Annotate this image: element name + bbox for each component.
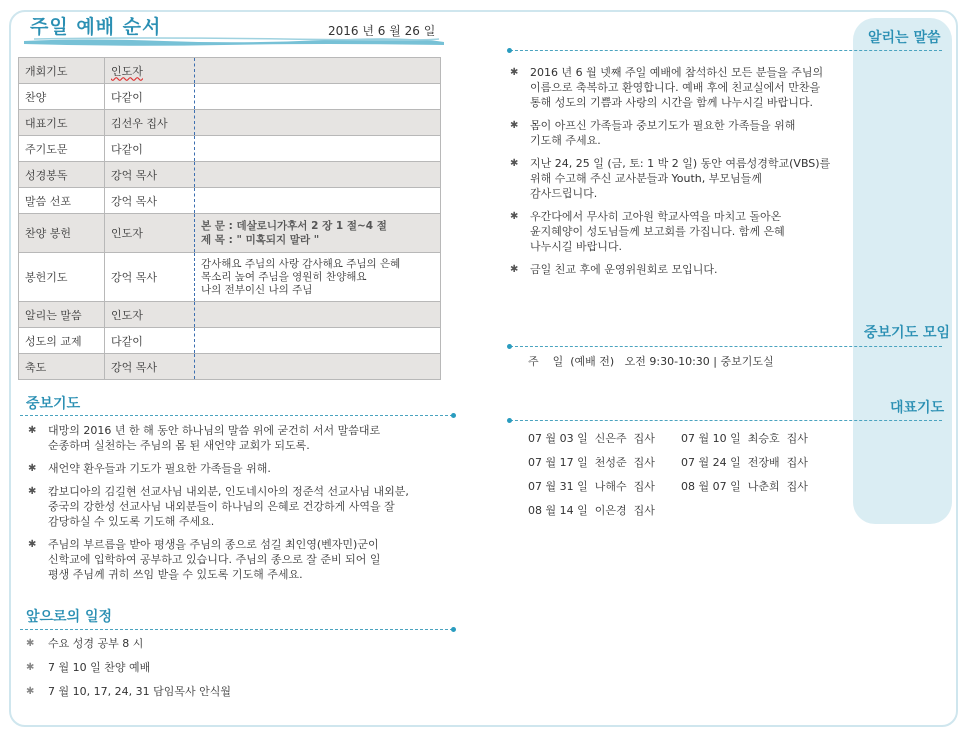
intercession-list — [28, 423, 453, 582]
list-line: 금일 친교 후에 운영위원회로 모입니다. — [530, 263, 718, 276]
order-row — [19, 110, 441, 136]
asterisk-bullet-icon: ✱ — [28, 463, 37, 474]
list-line: 몸이 아프신 가족들과 중보기도가 필요한 가족들을 위해 — [530, 119, 796, 132]
asterisk-bullet-icon: ✱ — [28, 539, 37, 550]
roster-entry: 08 월 07 일 나춘희 집사 — [681, 480, 808, 493]
list-item — [510, 209, 855, 254]
order-item: 봉헌기도 — [19, 253, 105, 302]
order-detail — [195, 84, 441, 110]
order-item: 대표기도 — [19, 110, 105, 136]
right-side-panel — [853, 18, 952, 524]
order-leader: 강억 목사 — [105, 162, 195, 188]
list-line: 기도해 주세요. — [530, 134, 601, 147]
list-line: 우간다에서 무사히 고아원 학교사역을 마치고 돌아온 — [530, 210, 782, 223]
page-title: 주일 예배 순서 — [30, 16, 162, 38]
schedule-heading: 앞으로의 일정 — [26, 609, 113, 625]
order-item: 찬양 — [19, 84, 105, 110]
intercession-heading: 중보기도 — [26, 396, 81, 412]
roster-entry: 07 월 17 일 천성준 집사 — [528, 456, 655, 469]
asterisk-bullet-icon: ✱ — [26, 686, 35, 697]
announcements-list — [510, 65, 855, 277]
section-divider — [20, 629, 453, 630]
list-item — [510, 65, 855, 110]
order-row — [19, 214, 441, 253]
asterisk-bullet-icon: ✱ — [26, 662, 35, 673]
order-leader: 강억 목사 — [105, 354, 195, 380]
schedule-text: 수요 성경 공부 8 시 — [48, 637, 144, 650]
section-divider — [20, 415, 453, 416]
section-divider — [510, 50, 942, 51]
order-item: 말씀 선포 — [19, 188, 105, 214]
order-leader: 인도자 — [105, 214, 195, 253]
order-leader: 강억 목사 — [105, 253, 195, 302]
order-detail — [195, 136, 441, 162]
order-detail — [195, 302, 441, 328]
asterisk-bullet-icon: ✱ — [28, 425, 37, 436]
order-leader: 다같이 — [105, 328, 195, 354]
order-detail — [195, 58, 441, 84]
roster-entry: 08 월 14 일 이은경 집사 — [528, 504, 655, 517]
order-leader: 다같이 — [105, 136, 195, 162]
roster-entry: 07 월 24 일 전장배 집사 — [681, 456, 808, 469]
list-line: 윤지혜양이 성도님들께 보고회를 가집니다. 함께 은혜 — [530, 225, 785, 238]
order-detail — [195, 188, 441, 214]
asterisk-bullet-icon: ✱ — [510, 264, 519, 275]
order-row — [19, 136, 441, 162]
order-detail — [195, 354, 441, 380]
prayer-meeting-heading: 중보기도 모임 — [864, 325, 951, 341]
offering-prayer-lyrics — [195, 253, 441, 302]
order-item: 성경봉독 — [19, 162, 105, 188]
order-item: 축도 — [19, 354, 105, 380]
roster-row — [528, 454, 834, 478]
list-item — [28, 537, 453, 582]
order-leader-text: 인도자 — [111, 64, 143, 78]
order-item: 주기도문 — [19, 136, 105, 162]
roster-row — [528, 430, 834, 454]
roster-entry: 07 월 31 일 나해수 집사 — [528, 480, 655, 493]
order-detail — [195, 110, 441, 136]
schedule-text: 7 월 10, 17, 24, 31 담임목사 안식월 — [48, 685, 231, 698]
order-row — [19, 84, 441, 110]
list-line: 신학교에 입학하여 공부하고 있습니다. 주님의 종으로 잘 준비 되어 일 — [48, 553, 381, 566]
divider-dot — [507, 344, 512, 349]
schedule-item — [26, 659, 231, 683]
lyric-line: 목소리 높여 주님을 영원히 찬양해요 — [201, 270, 367, 283]
list-item — [510, 118, 855, 148]
section-divider — [510, 420, 942, 421]
sermon-info — [195, 214, 441, 253]
representative-prayer-heading: 대표기도 — [890, 400, 945, 416]
sermon-title: 제 목 : " 미혹되지 말라 " — [201, 234, 320, 246]
lyric-line: 감사해요 주님의 사랑 감사해요 주님의 은혜 — [201, 257, 401, 270]
order-row — [19, 162, 441, 188]
list-item — [510, 156, 855, 201]
roster-row — [528, 502, 834, 526]
announcements-heading: 알리는 말씀 — [868, 30, 941, 46]
order-leader: 다같이 — [105, 84, 195, 110]
list-item — [510, 262, 855, 277]
list-item — [28, 423, 453, 453]
list-item — [28, 461, 453, 476]
lyric-line: 나의 전부이신 나의 주님 — [201, 283, 313, 296]
list-line: 순종하며 실천하는 주님의 몸 된 새언약 교회가 되도록. — [48, 439, 310, 452]
divider-dot — [451, 627, 456, 632]
service-date: 2016 년 6 월 26 일 — [328, 24, 436, 38]
list-line: 통해 성도의 기쁨과 사랑의 시간을 함께 나누시길 바랍니다. — [530, 96, 813, 109]
list-line: 주님의 부르름을 받아 평생을 주님의 종으로 섬길 최인영(벤자민)군이 — [48, 538, 379, 551]
order-row — [19, 302, 441, 328]
asterisk-bullet-icon: ✱ — [28, 486, 37, 497]
roster-entry: 07 월 03 일 신은주 집사 — [528, 432, 655, 445]
list-line: 캄보디아의 김길현 선교사님 내외분, 인도네시아의 정준석 선교사님 내외분, — [48, 485, 409, 498]
list-line: 대망의 2016 년 한 해 동안 하나님의 말씀 위에 굳건히 서서 말씀대로 — [48, 424, 381, 437]
list-line: 위해 수고해 주신 교사분들과 Youth, 부모님들께 — [530, 172, 762, 185]
asterisk-bullet-icon: ✱ — [510, 120, 519, 131]
divider-dot — [507, 48, 512, 53]
order-leader: 강억 목사 — [105, 188, 195, 214]
roster-entry: 07 월 10 일 최승호 집사 — [681, 432, 808, 445]
divider-dot — [451, 413, 456, 418]
order-detail — [195, 162, 441, 188]
order-item: 알리는 말씀 — [19, 302, 105, 328]
prayer-roster — [528, 430, 834, 526]
prayer-meeting-info: 주 일 (예배 전) 오전 9:30-10:30 | 중보기도실 — [528, 355, 774, 368]
order-row — [19, 188, 441, 214]
list-line: 감당하실 수 있도록 기도해 주세요. — [48, 515, 215, 528]
sermon-text: 본 문 : 데살로니가후서 2 장 1 절~4 절 — [201, 220, 387, 232]
schedule-text: 7 월 10 일 찬양 예배 — [48, 661, 151, 674]
order-item: 개회기도 — [19, 58, 105, 84]
list-line: 나누시길 바랍니다. — [530, 240, 623, 253]
order-row — [19, 328, 441, 354]
order-row — [19, 354, 441, 380]
list-item — [28, 484, 453, 529]
list-line: 지난 24, 25 일 (금, 토: 1 박 2 일) 동안 여름성경학교(VBS)를 — [530, 157, 831, 170]
order-item: 성도의 교제 — [19, 328, 105, 354]
order-detail — [195, 328, 441, 354]
schedule-list — [26, 635, 231, 707]
divider-dot — [507, 418, 512, 423]
roster-row — [528, 478, 834, 502]
order-leader: 김선우 집사 — [105, 110, 195, 136]
list-line: 중국의 강한성 선교사님 내외분들이 하나님의 은혜로 건강하게 사역을 잘 — [48, 500, 395, 513]
list-line: 2016 년 6 월 넷째 주일 예배에 참석하신 모든 분들을 주님의 — [530, 66, 824, 79]
asterisk-bullet-icon: ✱ — [510, 211, 519, 222]
list-line: 이름으로 축복하고 환영합니다. 예배 후에 친교실에서 만찬을 — [530, 81, 821, 94]
list-line: 감사드립니다. — [530, 187, 598, 200]
worship-order-table — [18, 57, 441, 380]
section-divider — [510, 346, 942, 347]
asterisk-bullet-icon: ✱ — [510, 67, 519, 78]
order-leader: 인도자 — [105, 302, 195, 328]
asterisk-bullet-icon: ✱ — [510, 158, 519, 169]
list-line: 평생 주님께 귀히 쓰임 받을 수 있도록 기도해 주세요. — [48, 568, 303, 581]
order-row — [19, 253, 441, 302]
schedule-item — [26, 635, 231, 659]
order-row — [19, 58, 441, 84]
order-item: 찬양 봉헌 — [19, 214, 105, 253]
schedule-item — [26, 683, 231, 707]
list-line: 새언약 환우들과 기도가 필요한 가족들을 위해. — [48, 462, 271, 475]
asterisk-bullet-icon: ✱ — [26, 638, 35, 649]
order-leader — [105, 58, 195, 84]
